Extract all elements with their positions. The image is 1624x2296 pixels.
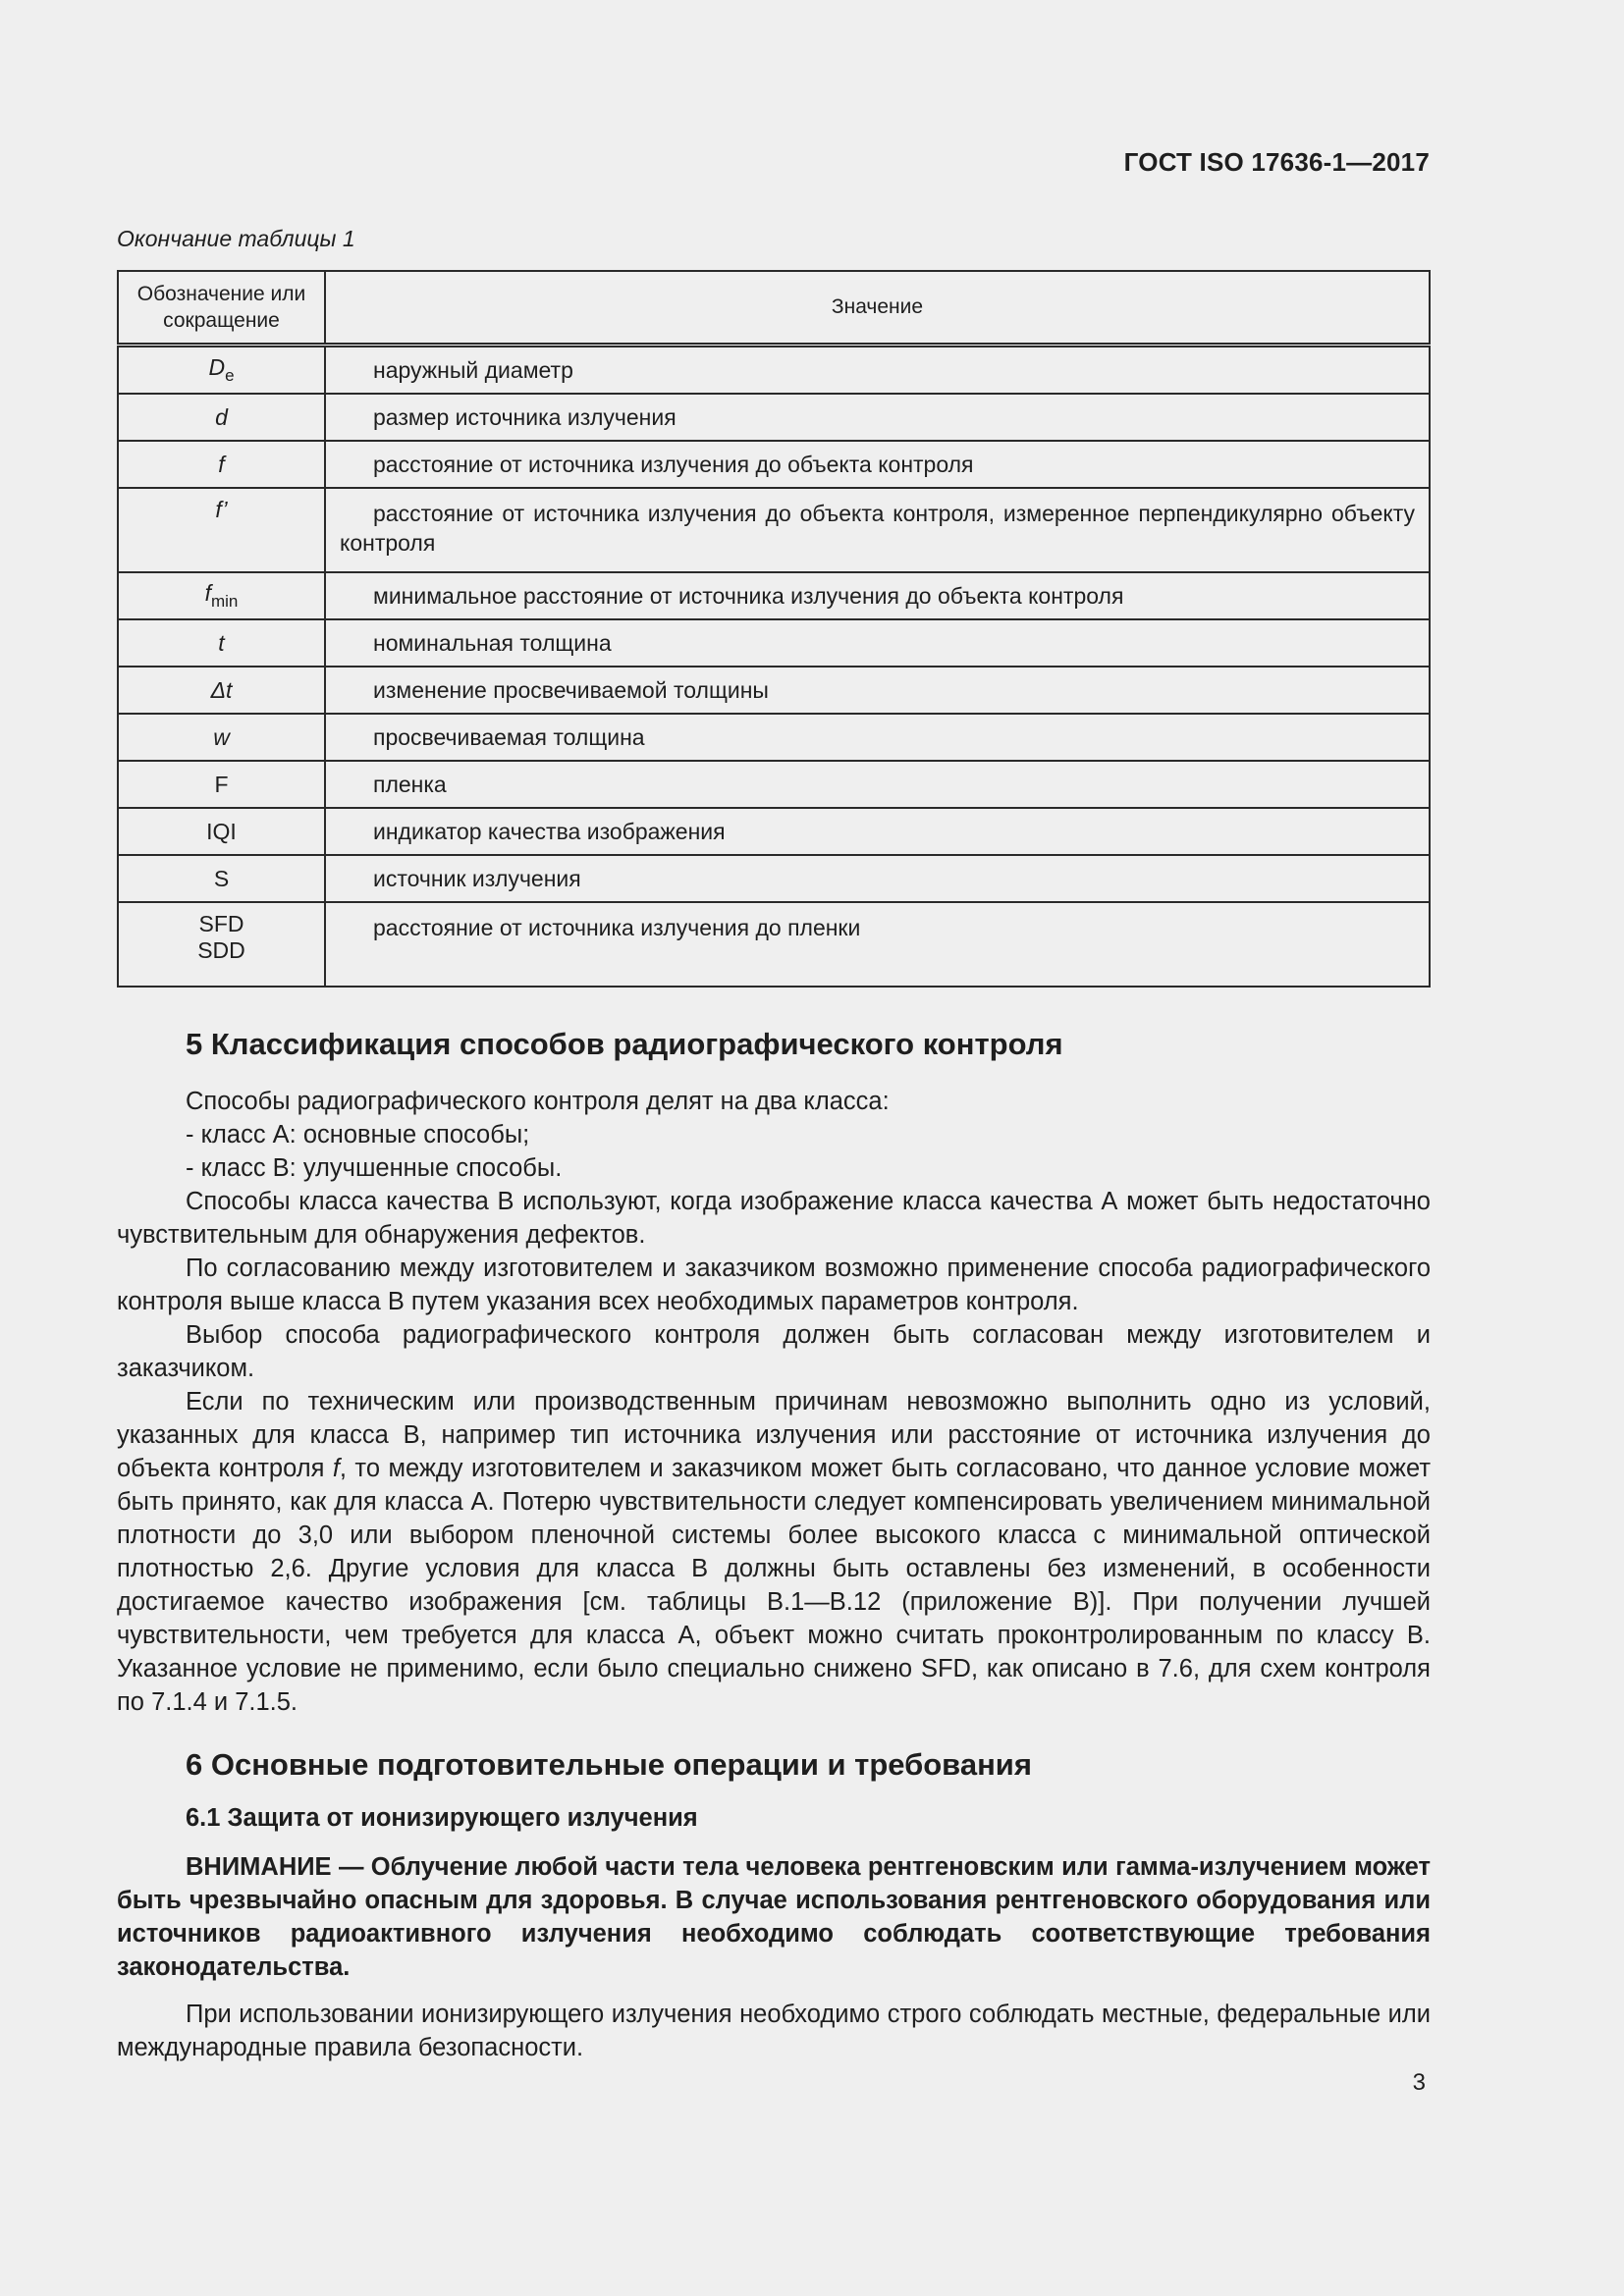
table-row <box>118 902 1430 987</box>
meaning-cell: расстояние от источника излучения до объекта контроля <box>325 441 1430 488</box>
paragraph: Способы радиографического контроля делят на два класса: <box>186 1088 890 1115</box>
symbol-cell: w <box>118 714 325 761</box>
table-row <box>118 394 1430 441</box>
symbol-cell: t <box>118 619 325 667</box>
table-row <box>118 761 1430 808</box>
symbol-cell: F <box>118 761 325 808</box>
meaning-cell: размер источника излучения <box>325 394 1430 441</box>
symbol-cell: f <box>118 441 325 488</box>
table-header-row <box>118 271 1430 346</box>
subsection-6-1-heading: 6.1 Защита от ионизирующего излучения <box>186 1804 698 1832</box>
column-header-meaning: Значение <box>325 271 1430 346</box>
list-item: - класс А: основные способы; <box>186 1121 530 1148</box>
warning-paragraph: ВНИМАНИЕ — Облучение любой части тела человека рентгеновским или гамма-излучением может быть чрезвычайно опасным для здоровья. В случае использования рентгеновского оборудования или источников радиоактивного излучения необходимо соблюдать соответствующие требования законодательства. <box>117 1853 1431 1981</box>
meaning-cell: изменение просвечиваемой толщины <box>325 667 1430 714</box>
table-row <box>118 346 1430 395</box>
table-row <box>118 667 1430 714</box>
table-caption: Окончание таблицы 1 <box>117 226 355 251</box>
meaning-cell: просвечиваемая толщина <box>325 714 1430 761</box>
section-5-heading: 5 Классификация способов радиографического контроля <box>186 1027 1063 1061</box>
meaning-cell: минимальное расстояние от источника излучения до объекта контроля <box>325 572 1430 619</box>
symbol-cell: Δt <box>118 667 325 714</box>
meaning-cell: источник излучения <box>325 855 1430 902</box>
table-row <box>118 572 1430 619</box>
symbol-cell: $D_e$ <box>118 346 325 395</box>
paragraph: По согласованию между изготовителем и заказчиком возможно применение способа радиографического контроля выше класса В путем указания всех необходимых параметров контроля. <box>117 1255 1431 1315</box>
meaning-cell: расстояние от источника излучения до объекта контроля, измеренное перпендикулярно объекту контроля <box>325 488 1430 572</box>
paragraph: При использовании ионизирующего излучения необходимо строго соблюдать местные, федеральные или международные правила безопасности. <box>117 2001 1431 2061</box>
symbols-table <box>117 270 1431 988</box>
meaning-cell: индикатор качества изображения <box>325 808 1430 855</box>
meaning-cell: номинальная толщина <box>325 619 1430 667</box>
paragraph: Выбор способа радиографического контроля должен быть согласован между изготовителем и заказчиком. <box>117 1321 1431 1382</box>
symbol-cell: d <box>118 394 325 441</box>
symbol-cell: S <box>118 855 325 902</box>
table-row <box>118 855 1430 902</box>
paragraph: Способы класса качества В используют, когда изображение класса качества А может быть недостаточно чувствительным для обнаружения дефектов. <box>117 1188 1431 1249</box>
paragraph: Если по техническим или производственным причинам невозможно выполнить одно из условий, указанных для класса В, например тип источника излучения или расстояние от источника излучения до объекта контроля f, то между изготовителем и заказчиком может быть согласовано, что данное условие может быть принято, как для класса А. Потерю чувствительности следует компенсировать увеличением минимальной плотности до 3,0 или выбором пленочной системы более высокого класса с минимальной оптической плотностью 2,6. Другие условия для класса В должны быть оставлены без изменений, в особенности достигаемое качество изображения [см. таблицы В.1—В.12 (приложение В)]. При получении лучшей чувствительности, чем требуется для класса А, объект можно считать проконтролированным по классу В. Указанное условие не применимо, если было специально снижено SFD, как описано в 7.6, для схем контроля по 7.1.4 и 7.1.5. <box>117 1388 1432 1716</box>
column-header-symbol: Обозначение или сокращение <box>118 271 325 346</box>
meaning-cell: расстояние от источника излучения до пленки <box>325 902 1430 987</box>
symbol-cell: SFD SDD <box>118 902 325 987</box>
document-code: ГОСТ ISO 17636-1—2017 <box>1123 147 1430 177</box>
symbol-cell: IQI <box>118 808 325 855</box>
table-row <box>118 441 1430 488</box>
page-number: 3 <box>1412 2069 1426 2096</box>
symbol-cell: $f_{min}$ <box>118 572 325 619</box>
table-row <box>118 619 1430 667</box>
table-row <box>118 488 1430 572</box>
symbol-cell: f’ <box>118 488 325 572</box>
section-6-heading: 6 Основные подготовительные операции и требования <box>186 1747 1032 1782</box>
table-row <box>118 808 1430 855</box>
table-row <box>118 714 1430 761</box>
list-item: - класс В: улучшенные способы. <box>186 1154 563 1182</box>
section-5 <box>117 1025 1431 1719</box>
section-6 <box>117 1745 1431 2064</box>
meaning-cell: пленка <box>325 761 1430 808</box>
meaning-cell: наружный диаметр <box>325 346 1430 395</box>
